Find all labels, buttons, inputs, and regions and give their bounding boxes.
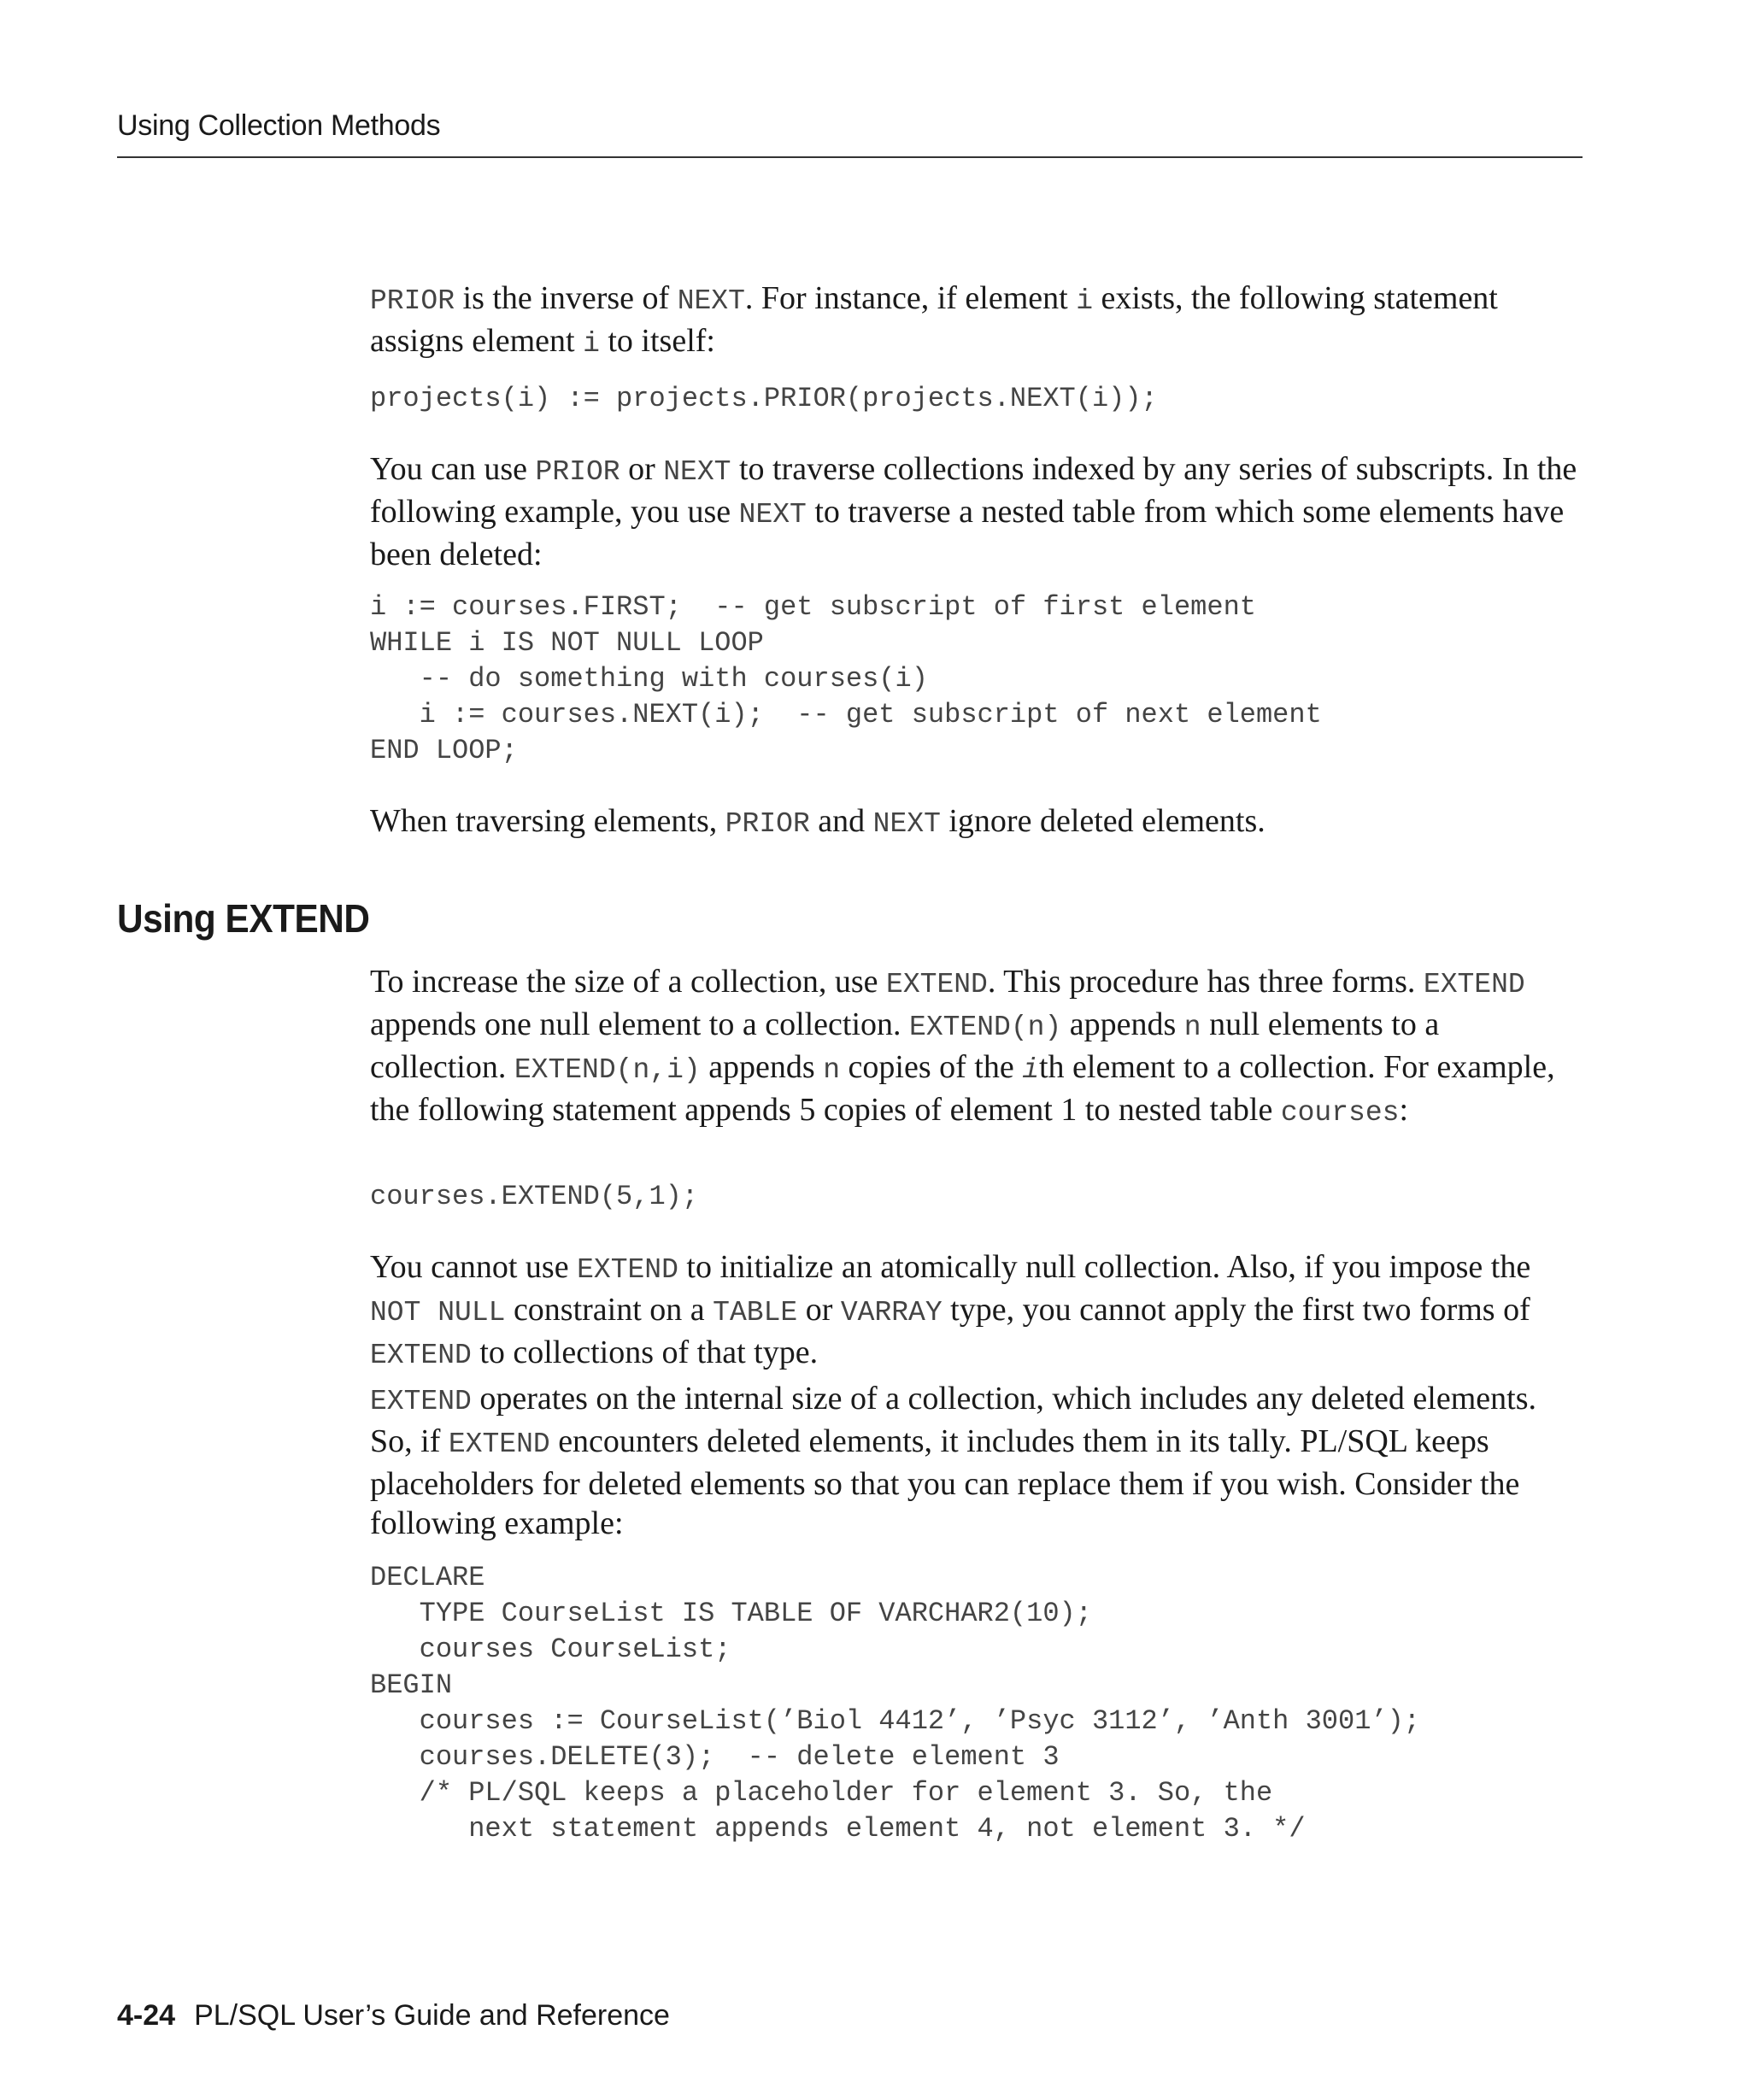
code-term: NEXT [872, 808, 941, 840]
code-sample-declare-block: DECLARE TYPE CourseList IS TABLE OF VARCHAR2(10); courses CourseList; BEGIN courses := CourseList(’Biol 4412’, ’Psyc 3112’, ’Anth 3001’); courses.DELETE(3); -- delete element 3 /* PL/SQL keeps a placeholder for element 3. So, the next statement appends element 4, not element 3. */ [370, 1562, 1420, 1845]
paragraph-prior-inverse: PRIOR is the inverse of NEXT. For instance, if element i exists, the following statement assigns element i to itself: [370, 280, 1498, 360]
code-term: EXTEND [370, 1340, 472, 1371]
code-term: EXTEND [448, 1428, 550, 1460]
code-term: NEXT [677, 285, 745, 317]
code-term: PRIOR [370, 285, 455, 317]
code-term: EXTEND [1423, 969, 1525, 1000]
code-term: n [823, 1054, 841, 1086]
code-term: PRIOR [535, 456, 620, 488]
paragraph-ignore-deleted: When traversing elements, PRIOR and NEXT ignore deleted elements. [370, 803, 1266, 840]
code-term: EXTEND [577, 1254, 678, 1286]
page-number: 4-24 [117, 1999, 176, 2032]
code-term: i [583, 328, 600, 360]
book-title: PL/SQL User’s Guide and Reference [194, 1999, 670, 2032]
code-term: TABLE [713, 1297, 798, 1329]
code-term: VARRAY [840, 1297, 943, 1329]
code-sample-while-loop: i := courses.FIRST; -- get subscript of first element WHILE i IS NOT NULL LOOP -- do something with courses(i) i := courses.NEXT(i); -- get subscript of next element END LOOP; [370, 591, 1322, 766]
paragraph-extend-forms: To increase the size of a collection, use EXTEND. This procedure has three forms. EXTEND appends one null element to a collection. EXTEND(n) appends n null elements to a collection. EXTEND(n,i) appends n copies of the ith element to a collection. For example, the following statement appends 5 copies of element 1 to nested table courses: [370, 964, 1555, 1129]
code-term: courses [1280, 1097, 1400, 1129]
code-term: n [1183, 1012, 1201, 1043]
code-term: EXTEND [370, 1386, 472, 1417]
code-term: EXTEND(n) [909, 1012, 1062, 1043]
code-term: PRIOR [725, 808, 810, 840]
code-term: NEXT [738, 499, 807, 531]
page-footer [117, 1999, 670, 2033]
code-sample-extend-call: courses.EXTEND(5,1); [370, 1181, 699, 1212]
code-term-italic: i [1022, 1054, 1039, 1086]
paragraph-extend-limits: You cannot use EXTEND to initialize an atomically null collection. Also, if you impose the NOT NULL constraint on a TABLE or VARRAY type, you cannot apply the first two forms of EXTEND to collections of that type. [370, 1249, 1531, 1371]
running-header: Using Collection Methods [117, 109, 441, 142]
code-term: i [1076, 285, 1093, 317]
header-divider [117, 156, 1583, 158]
code-sample-prior-next: projects(i) := projects.PRIOR(projects.NEXT(i)); [370, 383, 1158, 414]
code-term: NOT NULL [370, 1297, 506, 1329]
paragraph-internal-size: EXTEND operates on the internal size of a collection, which includes any deleted elements. So, if EXTEND encounters deleted elements, it includes them in its tally. PL/SQL keeps placeholders for deleted elements so that you can replace them if you wish. Consider the following example: [370, 1381, 1536, 1541]
code-term: EXTEND(n,i) [514, 1054, 701, 1086]
code-term: EXTEND [886, 969, 988, 1000]
section-heading: Using EXTEND [117, 896, 370, 941]
code-term: NEXT [663, 456, 731, 488]
paragraph-traverse: You can use PRIOR or NEXT to traverse collections indexed by any series of subscripts. In the following example, you use NEXT to traverse a nested table from which some elements have been deleted: [370, 451, 1577, 572]
